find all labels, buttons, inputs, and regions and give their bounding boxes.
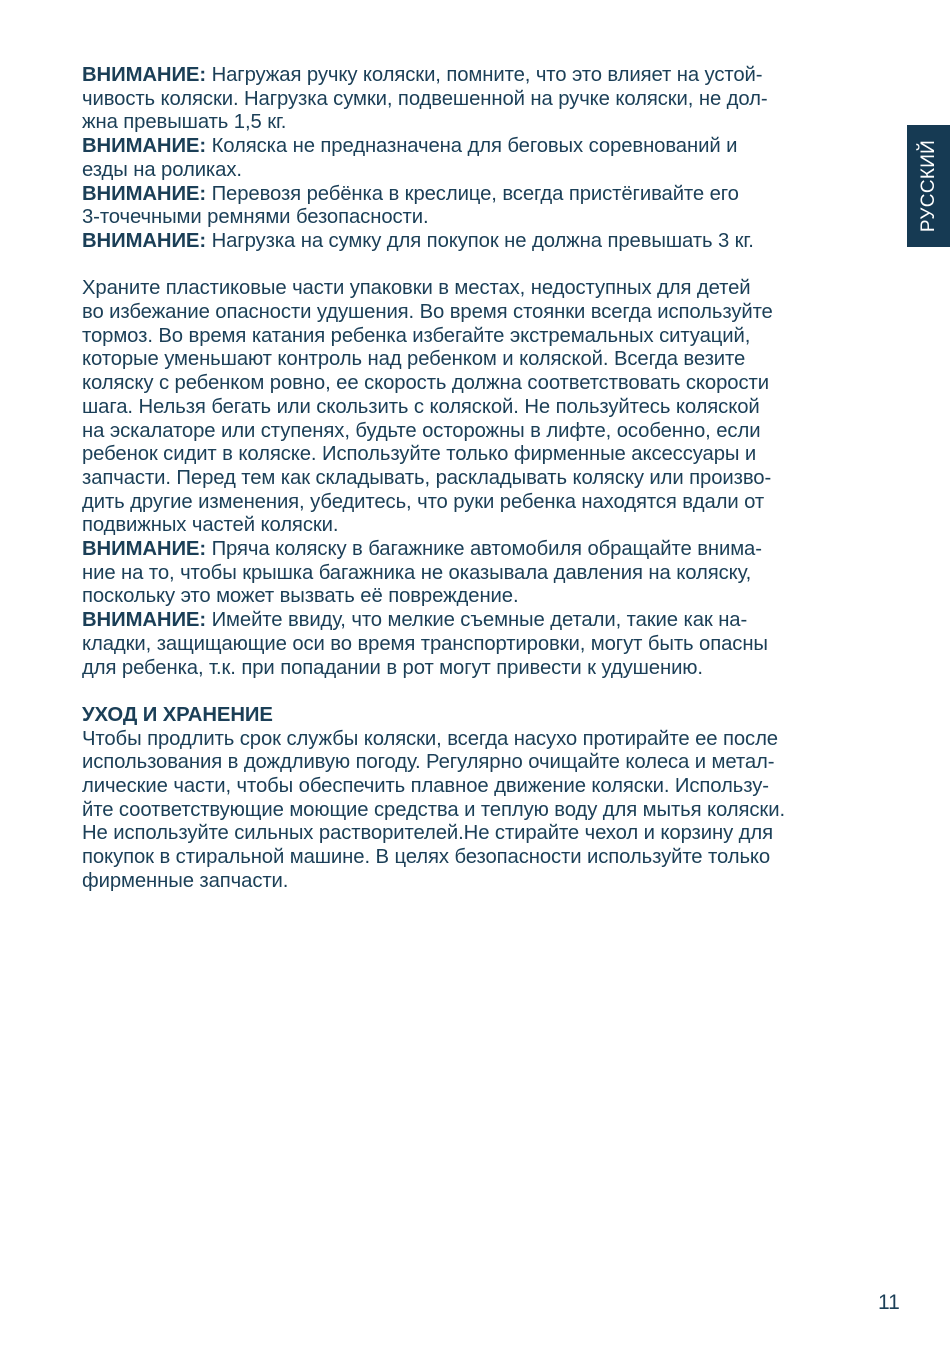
warning-label: ВНИМАНИЕ: bbox=[82, 135, 207, 158]
warning-block bbox=[82, 230, 882, 254]
warning-label: ВНИМАНИЕ: bbox=[82, 182, 207, 205]
warning-line: чивость коляски. Нагрузка сумки, подвешенной на ручке коляски, не дол- bbox=[82, 87, 768, 110]
paragraph-line: дить другие изменения, убедитесь, что руки ребенка находятся вдали от bbox=[82, 490, 765, 513]
warning-block bbox=[82, 135, 882, 182]
warning-text: Коляска не предназначена для беговых соревнований и bbox=[206, 135, 738, 158]
paragraph-line: шага. Нельзя бегать или скользить с коляской. Не пользуйтесь коляской bbox=[82, 395, 760, 418]
care-section bbox=[82, 704, 882, 894]
warning-text: Нагрузка на сумку для покупок не должна превышать 3 кг. bbox=[206, 229, 754, 252]
paragraph-spacer bbox=[82, 680, 882, 704]
warning-label: ВНИМАНИЕ: bbox=[82, 609, 207, 632]
care-line: использования в дождливую погоду. Регулярно очищайте колеса и метал- bbox=[82, 751, 775, 774]
warning-label: ВНИМАНИЕ: bbox=[82, 538, 207, 561]
warning-text: Нагружая ручку коляски, помните, что это влияет на устой- bbox=[206, 64, 763, 86]
paragraph-line: во избежание опасности удушения. Во время стоянки всегда используйте bbox=[82, 301, 773, 324]
warning-line: 3-точечными ремнями безопасности. bbox=[82, 206, 429, 229]
warning-line bbox=[82, 64, 882, 88]
warning-line bbox=[82, 183, 882, 207]
warning-block bbox=[82, 609, 882, 680]
care-line: фирменные запчасти. bbox=[82, 869, 289, 892]
warning-line bbox=[82, 609, 882, 633]
warning-line bbox=[82, 538, 882, 562]
care-line: покупок в стиральной машине. В целях безопасности используйте только bbox=[82, 846, 771, 869]
warning-block bbox=[82, 183, 882, 230]
warning-line bbox=[82, 230, 882, 254]
paragraph-line: на эскалаторе или ступенях, будьте осторожны в лифте, особенно, если bbox=[82, 419, 761, 442]
warning-label: ВНИМАНИЕ: bbox=[82, 64, 207, 86]
warning-block bbox=[82, 538, 882, 609]
warning-line: поскольку это может вызвать её повреждение. bbox=[82, 585, 519, 608]
care-line: Чтобы продлить срок службы коляски, всегда насухо протирайте ее после bbox=[82, 727, 778, 750]
warning-line: жна превышать 1,5 кг. bbox=[82, 111, 287, 134]
warning-line: езды на роликах. bbox=[82, 158, 242, 181]
warning-text: Имейте ввиду, что мелкие съемные детали, такие как на- bbox=[206, 609, 748, 632]
care-line: йте соответствующие моющие средства и теплую воду для мытья коляски. bbox=[82, 798, 785, 821]
paragraph-line: запчасти. Перед тем как складывать, раскладывать коляску или произво- bbox=[82, 466, 772, 489]
language-tab bbox=[907, 125, 950, 247]
language-tab-label: РУССКИЙ bbox=[917, 139, 939, 233]
paragraph-line: ребенок сидит в коляске. Используйте только фирменные аксессуары и bbox=[82, 443, 757, 466]
safety-paragraph bbox=[82, 277, 882, 538]
paragraph-line: коляску с ребенком ровно, ее скорость должна соответствовать скорости bbox=[82, 372, 769, 395]
warning-line bbox=[82, 135, 882, 159]
paragraph-line: Храните пластиковые части упаковки в местах, недоступных для детей bbox=[82, 277, 751, 300]
paragraph-line: тормоз. Во время катания ребенка избегайте экстремальных ситуаций, bbox=[82, 324, 751, 347]
page-content bbox=[82, 64, 882, 894]
paragraph-line: которые уменьшают контроль над ребенком и коляской. Всегда везите bbox=[82, 348, 746, 371]
warning-block bbox=[82, 64, 882, 135]
paragraph-spacer bbox=[82, 254, 882, 278]
warning-line: кладки, защищающие оси во время транспортировки, могут быть опасны bbox=[82, 632, 768, 655]
page-number: 11 bbox=[878, 1291, 900, 1314]
warning-text: Перевозя ребёнка в креслице, всегда пристёгивайте его bbox=[206, 182, 739, 205]
paragraph-line: подвижных частей коляски. bbox=[82, 514, 339, 537]
warning-line: для ребенка, т.к. при попадании в рот могут привести к удушению. bbox=[82, 656, 703, 679]
care-heading: УХОД И ХРАНЕНИЕ bbox=[82, 703, 273, 726]
warning-text: Пряча коляску в багажнике автомобиля обращайте внима- bbox=[206, 538, 762, 561]
warning-label: ВНИМАНИЕ: bbox=[82, 229, 207, 252]
care-line: Не используйте сильных растворителей.Не стирайте чехол и корзину для bbox=[82, 822, 774, 845]
warning-line: ние на то, чтобы крышка багажника не оказывала давления на коляску, bbox=[82, 561, 752, 584]
care-line: лические части, чтобы обеспечить плавное движение коляски. Использу- bbox=[82, 775, 769, 798]
